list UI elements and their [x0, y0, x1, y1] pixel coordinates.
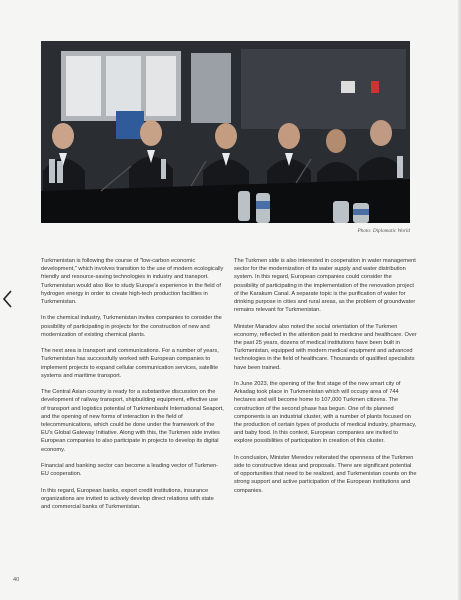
meeting-photo-drawing	[41, 41, 410, 223]
right-text-column	[234, 257, 417, 503]
paragraph: The next area is transport and communications. For a number of years, Turkmenistan has successfully worked with European companies to implement projects to expand cellular communication services, satellite systems and maritime transport.	[41, 348, 219, 379]
paragraph: In the chemical industry, Turkmenistan invites companies to consider the possibility of participating in projects for the construction of new and modernization of existing chemical plants.	[41, 315, 222, 338]
paragraph: Turkmenistan is following the course of "low-carbon economic development," which involves transition to the use of modern ecologically friendly and resource-saving technologies in industry and transport. Turkmenistan would also like to study Europe's experience in the field of hydrogen energy in order to create high-tech production facilities in Turkmenistan.	[41, 258, 224, 306]
paragraph: Financial and banking sector can become a leading vector of Turkmen-EU cooperation.	[41, 463, 219, 478]
paragraph: The Turkmen side is also interested in cooperation in water management sector for the modernization of its water supply and water distribution system. In this regard, European companies could consider the possibility of participating in the implementation of the renovation project of the Karakum Canal. A separate topic is the purification of water for drinking purpose in cities and rural areas, as the problem of groundwater remains relevant for Turkmenistan.	[234, 258, 416, 314]
left-text-column	[41, 257, 224, 519]
paragraph: Minister Maradov also noted the social orientation of the Turkmen economy, reflected in the attention paid to medicine and healthcare. Over the past 25 years, dozens of medical institutions have been built in Turkmenistan, equipped with modern medical equipment and advanced technologies in the field of healthcare. Thousands of qualified specialists have been trained.	[234, 323, 417, 371]
paragraph: The Central Asian country is ready for a substantive discussion on the development of railway transport, shipbuilding equipment, effective use of transport and logistics potential of Turkmenbashi International Seaport, and the opening of new forms of interaction in the field of telecommunications, which could be done under the framework of the EU's Global Gateway Initiative. Along with this, the Turkmen side invites European companies to also participate in projects to develop its digital economy.	[41, 389, 224, 453]
paragraph: In this regard, European banks, export credit institutions, insurance organizations are invited to actively develop direct relations with state and commercial banks of Turkmenistan.	[41, 487, 214, 511]
photo-caption: Photo: Diplomatic World	[357, 228, 410, 234]
meeting-photo	[41, 41, 410, 223]
paragraph: In conclusion, Minister Meredov reiterated the openness of the Turkmen side to constructive ideas and proposals. There are significant potential of opportunities that need to be realized, and Turkmenistan counts on the strong support and active participation of the European institutions and companies.	[234, 454, 417, 494]
chevron-left-icon[interactable]	[1, 289, 15, 309]
page-number: 40	[13, 577, 20, 583]
paragraph: In June 2023, the opening of the first stage of the new smart city of Arkadag took place in Turkmenistan which will occupy area of 744 hectares and will become home to 107,000 Turkmen citizens. The construction of the second phase has begun. One of its planned components is an industrial cluster, with a number of plants focused on the production of certain types of products of medical industry, pharmacy, and baby food. In this context, European companies are invited to explore possibilities of participation in creation of this cluster.	[234, 381, 417, 445]
